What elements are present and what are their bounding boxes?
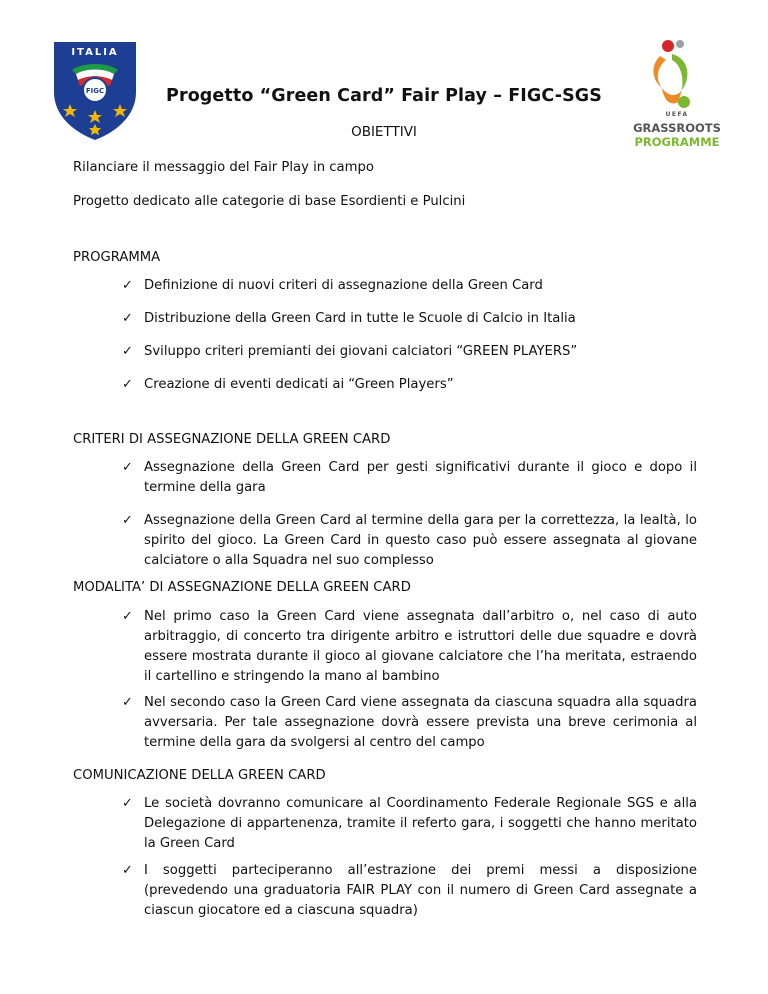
check-icon: ✓ bbox=[122, 377, 133, 392]
list-item: ✓ Nel primo caso la Green Card viene assegnata dall’arbitro o, nel caso di auto arbitraggio, di concerto tra dirigente arbitro e istruttori delle due squadre e dovrà essere mostrata durante il gioco al giovane calciatore che l’ha meritata, estraendo il cartellino e stringendo la mano al bambino bbox=[122, 609, 697, 684]
check-icon: ✓ bbox=[122, 695, 133, 710]
section-subtitle-obiettivi: OBIETTIVI bbox=[351, 124, 417, 140]
figc-shield-logo bbox=[52, 40, 138, 142]
list-item: ✓ Nel secondo caso la Green Card viene assegnata da ciascuna squadra alla squadra avversaria. Per tale assegnazione dovrà essere prevista una breve cerimonia al termine della gara da svolgersi al centro del campo bbox=[122, 695, 697, 750]
check-icon: ✓ bbox=[122, 311, 133, 326]
list-item: ✓ Assegnazione della Green Card al termine della gara per la correttezza, la lealtà, lo spirito del gioco. La Green Card in questo caso può essere assegnata al giovane calciatore o alla Squadra nel suo complesso bbox=[122, 513, 697, 568]
svg-text:UEFA: UEFA bbox=[665, 111, 689, 118]
section-heading-comunicazione: COMUNICAZIONE DELLA GREEN CARD bbox=[73, 768, 326, 783]
check-icon: ✓ bbox=[122, 513, 133, 528]
check-icon: ✓ bbox=[122, 278, 133, 293]
check-icon: ✓ bbox=[122, 460, 133, 475]
svg-text:PROGRAMME: PROGRAMME bbox=[634, 135, 720, 149]
check-icon: ✓ bbox=[122, 609, 133, 624]
list-item: ✓ Definizione di nuovi criteri di assegnazione della Green Card bbox=[122, 276, 697, 296]
uefa-grassroots-logo bbox=[632, 36, 722, 156]
list-item: ✓ Sviluppo criteri premianti dei giovani calciatori “GREEN PLAYERS” bbox=[122, 342, 697, 362]
list-item: ✓ Creazione di eventi dedicati ai “Green Players” bbox=[122, 375, 697, 395]
list-item: ✓ Distribuzione della Green Card in tutte le Scuole di Calcio in Italia bbox=[122, 309, 697, 329]
svg-text:ITALIA: ITALIA bbox=[71, 47, 119, 58]
check-icon: ✓ bbox=[122, 796, 133, 811]
section-heading-programma: PROGRAMMA bbox=[73, 250, 161, 265]
check-icon: ✓ bbox=[122, 863, 133, 878]
section-heading-modalita: MODALITA’ DI ASSEGNAZIONE DELLA GREEN CARD bbox=[73, 580, 411, 595]
objective-line: Rilanciare il messaggio del Fair Play in campo bbox=[73, 160, 374, 175]
objective-line: Progetto dedicato alle categorie di base Esordienti e Pulcini bbox=[73, 194, 466, 209]
list-item: ✓ Assegnazione della Green Card per gesti significativi durante il gioco e dopo il termine della gara bbox=[122, 460, 697, 495]
list-item: ✓ Le società dovranno comunicare al Coordinamento Federale Regionale SGS e alla Delegazione di appartenenza, tramite il referto gara, i soggetti che hanno meritato la Green Card bbox=[122, 796, 697, 851]
svg-text:GRASSROOTS: GRASSROOTS bbox=[633, 121, 721, 135]
check-icon: ✓ bbox=[122, 344, 133, 359]
svg-text:FIGC: FIGC bbox=[85, 87, 105, 95]
section-heading-criteri: CRITERI DI ASSEGNAZIONE DELLA GREEN CARD bbox=[73, 432, 391, 447]
page-title: Progetto “Green Card” Fair Play – FIGC-SGS bbox=[166, 86, 602, 106]
list-item: ✓ I soggetti parteciperanno all’estrazione dei premi messi a disposizione (prevedendo una graduatoria FAIR PLAY con il numero di Green Card assegnate a ciascun giocatore ed a ciascuna squadra) bbox=[122, 863, 697, 918]
